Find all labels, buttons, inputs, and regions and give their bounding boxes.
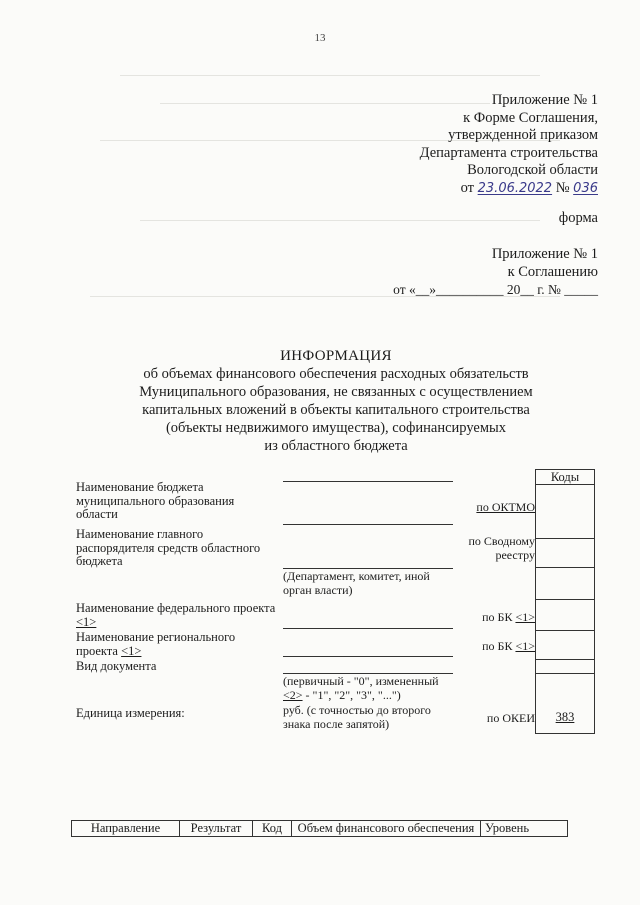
col-volume: Объем финансового обеспечения [292, 821, 481, 837]
title-line: капитальных вложений в объекты капитального строительства [142, 402, 530, 418]
title-line: (объекты недвижимого имущества), софинансируемых [165, 420, 507, 436]
col-code: Код [253, 821, 292, 837]
gr-name-underline [283, 524, 453, 525]
approval-line: Вологодской области [467, 162, 598, 178]
title-line: Муниципального образования, не связанных с осуществлением [139, 384, 533, 400]
fed-project-label: Наименование федерального проекта <1> [76, 601, 276, 629]
finance-table [71, 820, 568, 837]
codes-header: Коды [535, 469, 595, 485]
budget-name-label: Наименование бюджета муниципального образования области [76, 480, 235, 521]
title-line: об объемах финансового обеспечения расходных обязательств [143, 366, 529, 382]
agreement-ref-line: Приложение № 1 [491, 246, 598, 262]
doc-type-label: Вид документа [76, 659, 157, 673]
title-caps: ИНФОРМАЦИЯ [280, 348, 392, 364]
okei-label: по ОКЕИ [486, 711, 535, 725]
page-number: 13 [314, 32, 326, 44]
handwritten-date: 23.06.2022 [477, 180, 553, 196]
budget-name-underline [283, 481, 453, 482]
unit-label: Единица измерения: [76, 706, 185, 720]
date-prefix: от [460, 179, 475, 196]
okei-code: 383 [555, 710, 575, 724]
col-direction: Направление [72, 821, 180, 837]
codes-column [535, 484, 595, 734]
bk1-label: по БК <1> [482, 610, 535, 624]
approval-line: Приложение № 1 [491, 92, 598, 108]
approval-line: утвержденной приказом [448, 127, 598, 143]
oktmo-label: по ОКТМО [476, 500, 535, 514]
approval-line: к Форме Соглашения, [463, 109, 598, 126]
footnote-1-link[interactable]: <1> [121, 643, 142, 658]
gr-name-label: Наименование главного распорядителя средств областного бюджета [76, 527, 261, 568]
reg-project-label: Наименование регионального проекта <1> [76, 630, 236, 658]
agreement-date-line: от «__»__________ 20__ г. № _____ [393, 282, 598, 297]
col-level: Уровень [481, 821, 568, 837]
fed-project-underline [283, 628, 453, 629]
approval-block [420, 92, 598, 197]
reg-project-underline [283, 656, 453, 657]
doc-type-hint: (первичный - "0", измененный <2> - "1", "2", "3", "...") [283, 674, 439, 702]
handwritten-number: 036 [573, 180, 598, 196]
col-result: Результат [180, 821, 253, 837]
dept-hint: (Департамент, комитет, иной орган власти) [283, 569, 430, 597]
svod-label: по Сводному реестру [468, 534, 535, 562]
table-header-row [72, 821, 568, 837]
approval-line: Департамента строительства [419, 144, 598, 161]
unit-value: руб. (с точностью до второго знака после запятой) [283, 703, 431, 731]
form-label: форма [558, 210, 598, 226]
approval-date-line [420, 180, 598, 198]
bk2-label: по БК <1> [482, 639, 535, 653]
document-title [0, 347, 640, 455]
agreement-ref-line: к Соглашению [507, 263, 598, 280]
agreement-ref-block [393, 246, 598, 299]
title-line: из областного бюджета [264, 438, 408, 454]
footnote-1-link[interactable]: <1> [76, 614, 97, 629]
number-prefix: № [555, 179, 570, 196]
